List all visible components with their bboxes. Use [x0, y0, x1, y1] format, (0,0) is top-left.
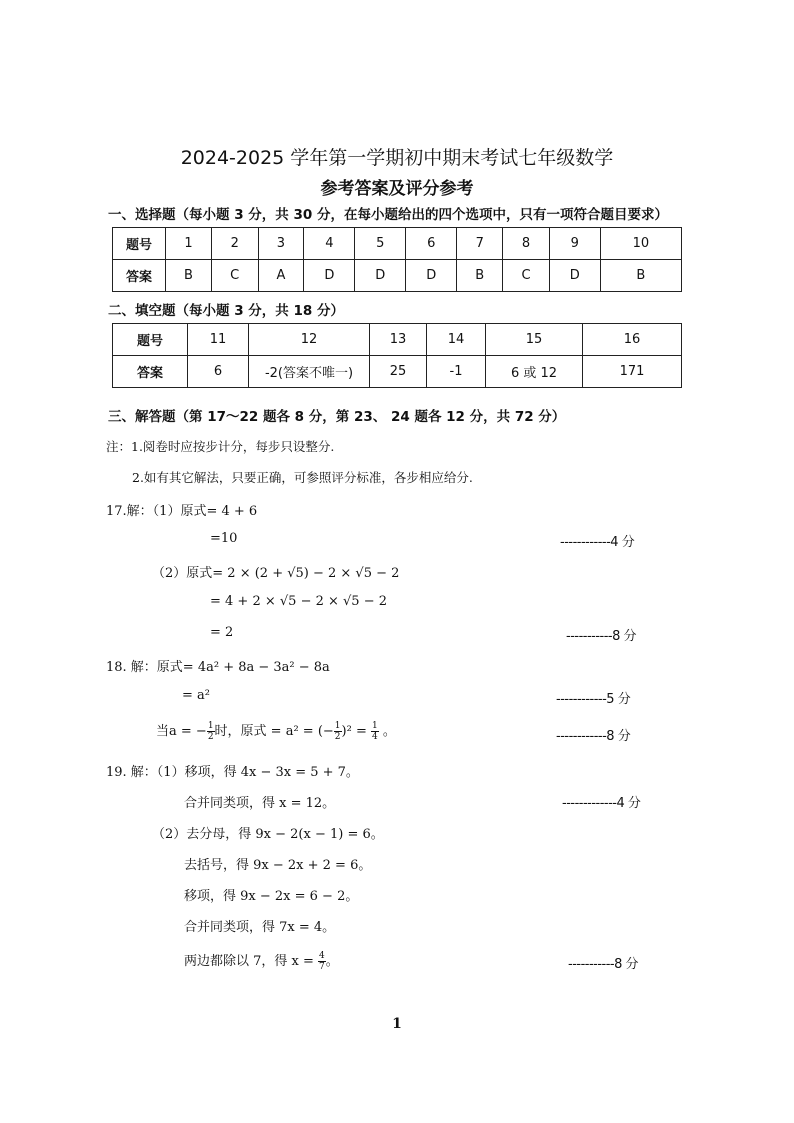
fill-row-label-answer: 答案: [113, 356, 188, 388]
choice-q-3: 3: [258, 228, 304, 260]
note-1: 注：1.阅卷时应按步计分，每步只设整分.: [106, 439, 335, 454]
q19-line5-end: 。: [325, 954, 339, 969]
page-number: 1: [392, 1016, 402, 1032]
choice-q-7: 7: [457, 228, 503, 260]
section2-heading: 二、填空题（每小题 3 分，共 18 分）: [108, 303, 344, 319]
q19-part2-line4: 合并同类项，得 7x = 4。: [184, 920, 336, 935]
page-title: 2024-2025 学年第一学期初中期末考试七年级数学: [180, 147, 614, 169]
q18-line1: 18. 解：原式= 4a² + 8a − 3a² − 8a: [106, 660, 330, 675]
fill-a-13: 25: [370, 356, 427, 388]
q17-score-1: ------------4 分: [560, 535, 635, 550]
q18-line3: [156, 720, 396, 742]
fill-a-11: 6: [188, 356, 249, 388]
q18-line3-post: )² =: [341, 724, 367, 739]
q17-part2-line2: = 4 + 2 × √5 − 2 × √5 − 2: [210, 594, 388, 609]
choice-q-9: 9: [549, 228, 600, 260]
row-label-question: 题号: [113, 228, 166, 260]
q19-part2-line5: [184, 950, 339, 972]
q18-frac1-num: 1: [207, 721, 214, 731]
choice-a-5: D: [355, 260, 406, 292]
q18-frac1-den: 2: [207, 732, 214, 742]
q19-part2-line2: 去括号，得 9x − 2x + 2 = 6。: [184, 858, 372, 873]
q18-line3-end: 。: [382, 724, 396, 739]
fill-q-12: 12: [249, 324, 370, 356]
q19-score-1: -------------4 分: [562, 796, 641, 811]
q19-part2-line1: （2）去分母，得 9x − 2(x − 1) = 6。: [152, 827, 384, 842]
q18-score-1: ------------5 分: [556, 692, 631, 707]
choice-a-4: D: [304, 260, 355, 292]
choice-q-1: 1: [166, 228, 212, 260]
choice-q-5: 5: [355, 228, 406, 260]
fill-a-15: 6 或 12: [486, 356, 583, 388]
q18-line3-pre: 当a = −: [156, 724, 207, 739]
choice-q-4: 4: [304, 228, 355, 260]
page-subtitle: 参考答案及评分参考: [320, 179, 474, 199]
choice-q-2: 2: [211, 228, 258, 260]
choice-a-1: B: [166, 260, 212, 292]
fill-question-row: [113, 324, 682, 356]
q18-frac2-den: 2: [334, 732, 341, 742]
choice-a-6: D: [406, 260, 457, 292]
fill-a-14: -1: [427, 356, 486, 388]
q19-line1: 19. 解：（1）移项，得 4x − 3x = 5 + 7。: [106, 765, 359, 780]
q18-fraction-2: [334, 721, 342, 742]
q18-score-2: ------------8 分: [556, 729, 631, 744]
choice-a-7: B: [457, 260, 503, 292]
q18-frac3-den: 4: [371, 732, 378, 742]
fill-row-label-question: 题号: [113, 324, 188, 356]
choice-a-2: C: [211, 260, 258, 292]
section1-heading: 一、选择题（每小题 3 分，共 30 分，在每小题给出的四个选项中，只有一项符合题目要求）: [108, 207, 668, 223]
q18-fraction-3: [371, 721, 379, 742]
q18-frac2-num: 1: [334, 721, 341, 731]
fill-q-15: 15: [486, 324, 583, 356]
fill-a-12: -2(答案不唯一): [249, 356, 370, 388]
q19-fraction: [318, 951, 326, 972]
fill-a-16: 171: [583, 356, 682, 388]
fill-q-16: 16: [583, 324, 682, 356]
section3-heading: 三、解答题（第 17～22 题各 8 分，第 23、 24 题各 12 分，共 72 分）: [108, 409, 566, 425]
q17-line2: =10: [210, 531, 238, 546]
q18-line2: = a²: [182, 688, 210, 703]
row-label-answer: 答案: [113, 260, 166, 292]
fill-q-13: 13: [370, 324, 427, 356]
q19-part2-line3: 移项，得 9x − 2x = 6 − 2。: [184, 889, 359, 904]
q18-frac3-num: 1: [371, 721, 378, 731]
q19-line5-pre: 两边都除以 7，得 x =: [184, 954, 314, 969]
q17-part2-line1: （2）原式= 2 × (2 + √5) − 2 × √5 − 2: [152, 566, 400, 581]
fill-answer-table: [112, 323, 682, 388]
choice-a-3: A: [258, 260, 304, 292]
fill-answer-row: [113, 356, 682, 388]
q18-line3-mid: 时，原式 = a² = (−: [214, 724, 334, 739]
choice-answer-table: [112, 227, 682, 292]
choice-a-10: B: [600, 260, 681, 292]
choice-a-8: C: [503, 260, 550, 292]
choice-q-6: 6: [406, 228, 457, 260]
q17-part2-line3: = 2: [210, 625, 234, 640]
fill-q-11: 11: [188, 324, 249, 356]
q19-frac-num: 4: [319, 951, 325, 961]
q19-line2: 合并同类项，得 x = 12。: [184, 796, 336, 811]
choice-q-8: 8: [503, 228, 550, 260]
q19-score-2: -----------8 分: [568, 957, 639, 972]
choice-a-9: D: [549, 260, 600, 292]
choice-question-row: [113, 228, 682, 260]
choice-answer-row: [113, 260, 682, 292]
q18-fraction-1: [207, 721, 215, 742]
q17-score-2: -----------8 分: [566, 629, 637, 644]
choice-q-10: 10: [600, 228, 681, 260]
note-2: 2.如有其它解法，只要正确，可参照评分标准，各步相应给分.: [132, 470, 473, 485]
q19-frac-den: 7: [319, 962, 325, 972]
q17-line1: 17.解：（1）原式= 4 + 6: [106, 504, 258, 519]
fill-q-14: 14: [427, 324, 486, 356]
